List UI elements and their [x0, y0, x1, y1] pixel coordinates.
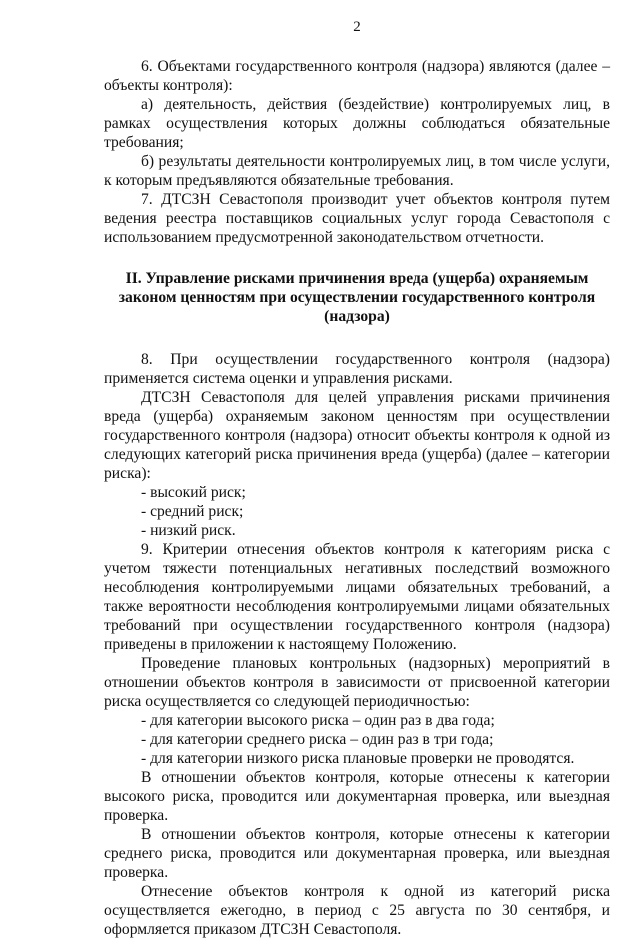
- section-1-body: [104, 57, 610, 247]
- paragraph-p10: Проведение плановых контрольных (надзорных) мероприятий в отношении объектов контроля в зависимости от присвоенной категории риска осуществляется со следующей периодичностью:: [104, 655, 610, 710]
- paragraph-p7: 7. ДТСЗН Севастополя производит учет объектов контроля путем ведения реестра поставщиков социальных услуг города Севастополя с использованием предусмотренной законодательством отчетности.: [104, 191, 610, 246]
- paragraph-p13: Отнесение объектов контроля к одной из категорий риска осуществляется ежегодно, в период с 25 августа по 30 сентября, и оформляется приказом ДТСЗН Севастополя.: [104, 883, 610, 938]
- paragraph-r1: - высокий риск;: [141, 484, 246, 501]
- paragraph-f1: - для категории высокого риска – один раз в два года;: [141, 712, 495, 729]
- paragraph-f2: - для категории среднего риска – один раз в три года;: [141, 731, 494, 748]
- paragraph-p12: В отношении объектов контроля, которые отнесены к категории среднего риска, проводится или документарная проверка, или выездная проверка.: [104, 826, 610, 881]
- section-2-heading: II. Управление рисками причинения вреда (ущерба) охраняемым законом ценностям при осуществлении государственного контроля (надзора): [118, 270, 596, 325]
- paragraph-p6b: б) результаты деятельности контролируемых лиц, в том числе услуги, к которым предъявляются обязательные требования.: [104, 153, 610, 189]
- page-number: 2: [353, 19, 361, 35]
- paragraph-p6a: а) деятельность, действия (бездействие) контролируемых лиц, в рамках осуществления которых должны соблюдаться обязательные требования;: [104, 96, 610, 151]
- paragraph-p8b: ДТСЗН Севастополя для целей управления рисками причинения вреда (ущерба) охраняемым законом ценностям при осуществлении государственного контроля (надзора) относит объекты контроля к одной из следующих категорий риска причинения вреда (ущерба) (далее – категории риска):: [104, 389, 610, 482]
- paragraph-f3: - для категории низкого риска плановые проверки не проводятся.: [141, 750, 575, 767]
- paragraph-p8: 8. При осуществлении государственного контроля (надзора) применяется система оценки и управления рисками.: [104, 351, 610, 387]
- paragraph-p11: В отношении объектов контроля, которые отнесены к категории высокого риска, проводится или документарная проверка, или выездная проверка.: [104, 769, 610, 824]
- paragraph-r2: - средний риск;: [141, 503, 244, 520]
- paragraph-p9: 9. Критерии отнесения объектов контроля к категориям риска с учетом тяжести потенциальных негативных последствий возможного несоблюдения контролируемыми лицами обязательных требований, а также вероятности несоблюдения контролируемыми лицами обязательных требований при осуществлении государственного контроля (надзора) приведены в приложении к настоящему Положению.: [104, 541, 610, 653]
- paragraph-p6: 6. Объектами государственного контроля (надзора) являются (далее – объекты контроля):: [104, 58, 610, 94]
- paragraph-r3: - низкий риск.: [141, 522, 236, 539]
- section-2-body: [104, 350, 610, 939]
